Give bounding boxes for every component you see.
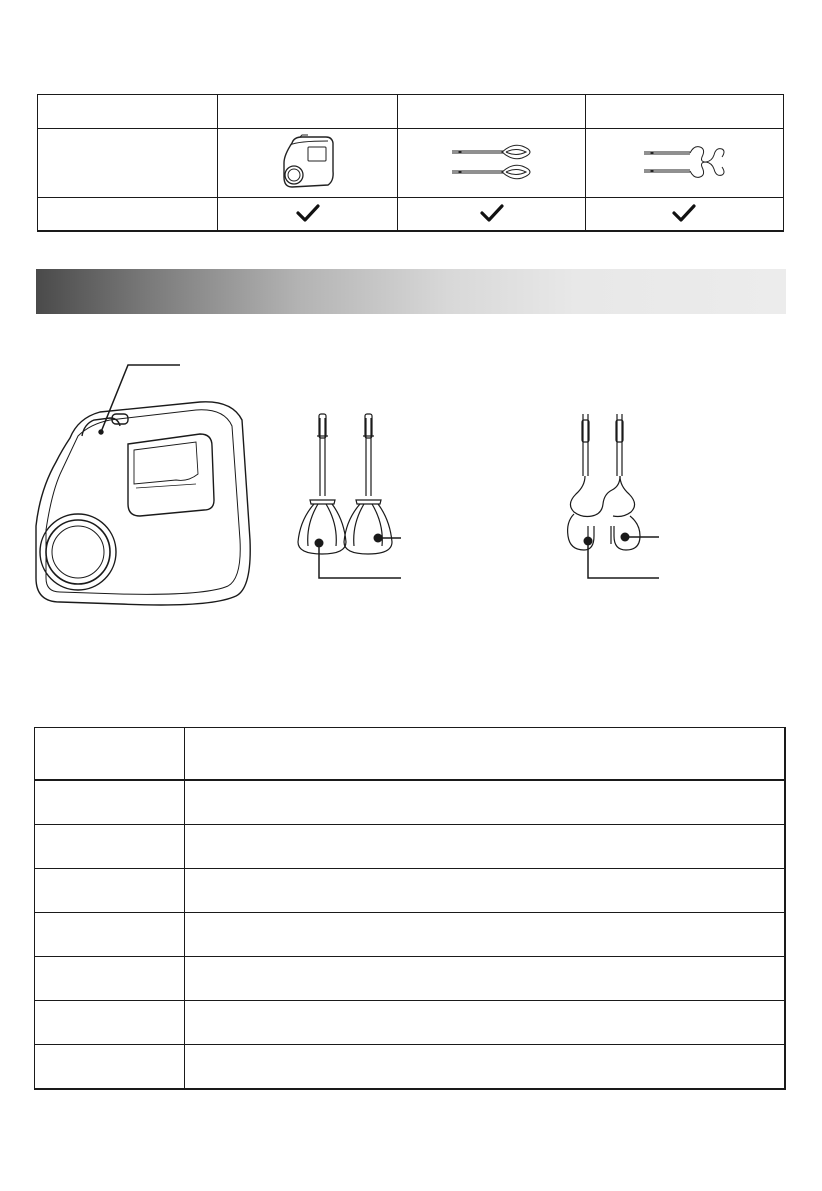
spec-value — [185, 913, 786, 957]
header-cell — [585, 95, 783, 129]
table-row — [35, 1045, 786, 1090]
image-row-label — [38, 129, 218, 198]
beaters-icon — [442, 137, 542, 187]
spec-value — [185, 780, 786, 825]
spec-key — [35, 1001, 185, 1045]
spec-key — [35, 780, 185, 825]
spec-header-value — [185, 728, 786, 781]
table-row — [35, 1001, 786, 1045]
check-icon — [672, 204, 696, 222]
beaters-cell — [398, 129, 585, 198]
accessories-check-row — [38, 198, 784, 232]
spec-value — [185, 957, 786, 1001]
accessories-table — [37, 94, 784, 232]
table-row — [35, 869, 786, 913]
beater-callout-lines — [319, 538, 401, 578]
hand-mixer-body-icon — [278, 133, 338, 191]
spec-value — [185, 1001, 786, 1045]
spec-key — [35, 913, 185, 957]
accessories-image-row — [38, 129, 784, 198]
spec-table-header — [35, 728, 786, 781]
spec-value — [185, 825, 786, 869]
accessories-header-row — [38, 95, 784, 129]
table-row — [35, 957, 786, 1001]
check-icon — [480, 204, 504, 222]
spec-value — [185, 1045, 786, 1090]
hook-callout-lines — [588, 537, 659, 578]
table-row — [35, 913, 786, 957]
mixer-body-cell — [218, 129, 398, 198]
spec-value — [185, 869, 786, 913]
spec-key — [35, 957, 185, 1001]
table-row — [35, 825, 786, 869]
spec-key — [35, 1045, 185, 1090]
dough-hooks-cell — [585, 129, 783, 198]
parts-diagram — [0, 340, 822, 630]
spec-table — [34, 727, 786, 1090]
check-icon — [296, 204, 320, 222]
spec-header-key — [35, 728, 185, 781]
header-cell — [398, 95, 585, 129]
spec-key — [35, 825, 185, 869]
section-header-band — [36, 269, 786, 314]
dough-hooks-icon — [568, 414, 640, 550]
header-cell — [38, 95, 218, 129]
spec-key — [35, 869, 185, 913]
header-cell — [218, 95, 398, 129]
check-row-label — [38, 198, 218, 232]
mixer-body-icon — [36, 402, 250, 605]
beaters-icon — [298, 414, 392, 554]
dough-hooks-icon — [634, 137, 734, 187]
parts-diagram-svg — [0, 340, 822, 630]
table-row — [35, 780, 786, 825]
